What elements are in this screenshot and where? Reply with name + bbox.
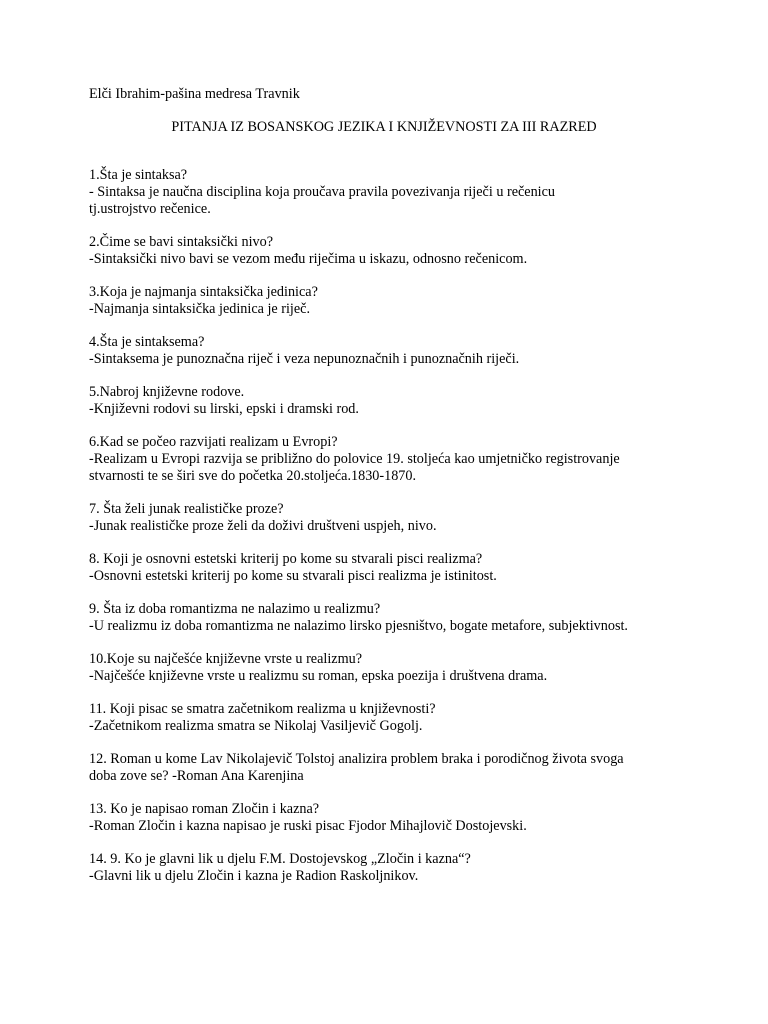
answer-text: -Realizam u Evropi razvija se približno do polovice 19. stoljeća kao umjetničko registrovanje (89, 451, 620, 467)
qa-item-1 (89, 167, 689, 218)
question-text: 12. Roman u kome Lav Nikolajevič Tolstoj analizira problem braka i porodičnog života svoga (89, 751, 624, 767)
answer-text: -Začetnikom realizma smatra se Nikolaj Vasiljevič Gogolj. (89, 718, 423, 734)
question-text: 11. Koji pisac se smatra začetnikom realizma u književnosti? (89, 701, 436, 717)
qa-item-6 (89, 434, 689, 485)
qa-item-10 (89, 651, 689, 685)
answer-text: -Sintaksema je punoznačna riječ i veza nepunoznačnih i punoznačnih riječi. (89, 351, 520, 367)
answer-text: -U realizmu iz doba romantizma ne nalazimo lirsko pjesništvo, bogate metafore, subjektivnost. (89, 618, 628, 634)
qa-item-13 (89, 801, 689, 835)
qa-item-3 (89, 284, 689, 318)
question-text: 14. 9. Ko je glavni lik u djelu F.M. Dostojevskog „Zločin i kazna“? (89, 851, 471, 867)
qa-item-5 (89, 384, 689, 418)
answer-text: -Sintaksički nivo bavi se vezom među riječima u iskazu, odnosno rečenicom. (89, 251, 528, 267)
question-text: 2.Čime se bavi sintaksički nivo? (89, 234, 274, 250)
question-text: 13. Ko je napisao roman Zločin i kazna? (89, 801, 320, 817)
question-text: 3.Koja je najmanja sintaksička jedinica? (89, 284, 318, 300)
qa-item-8 (89, 551, 689, 585)
answer-text: tj.ustrojstvo rečenice. (89, 201, 211, 217)
qa-item-9 (89, 601, 689, 635)
answer-text: - Sintaksa je naučna disciplina koja proučava pravila povezivanja riječi u rečenicu (89, 184, 556, 200)
answer-text: -Roman Zločin i kazna napisao je ruski pisac Fjodor Mihajlovič Dostojevski. (89, 818, 527, 834)
question-text: 10.Koje su najčešće književne vrste u realizmu? (89, 651, 362, 667)
question-text: 8. Koji je osnovni estetski kriterij po kome su stvarali pisci realizma? (89, 551, 483, 567)
qa-item-7 (89, 501, 689, 535)
answer-text: stvarnosti te se širi sve do početka 20.stoljeća.1830-1870. (89, 468, 417, 484)
answer-text: doba zove se? -Roman Ana Karenjina (89, 768, 304, 784)
question-text: 4.Šta je sintaksema? (89, 334, 205, 350)
answer-text: -Junak realističke proze želi da doživi društveni uspjeh, nivo. (89, 518, 437, 534)
question-text: 7. Šta želi junak realističke proze? (89, 501, 284, 517)
qa-item-14 (89, 851, 689, 885)
qa-item-12 (89, 751, 689, 785)
qa-item-2 (89, 234, 689, 268)
question-text: 1.Šta je sintaksa? (89, 167, 188, 183)
answer-text: -Osnovni estetski kriterij po kome su stvarali pisci realizma je istinitost. (89, 568, 497, 584)
answer-text: -Najmanja sintaksička jedinica je riječ. (89, 301, 310, 317)
answer-text: -Književni rodovi su lirski, epski i dramski rod. (89, 401, 359, 417)
question-text: 6.Kad se počeo razvijati realizam u Evropi? (89, 434, 338, 450)
document-title: PITANJA IZ BOSANSKOG JEZIKA I KNJIŽEVNOSTI ZA III RAZRED (171, 119, 597, 135)
school-name: Elči Ibrahim-pašina medresa Travnik (89, 86, 300, 102)
question-text: 5.Nabroj književne rodove. (89, 384, 245, 400)
question-list (89, 167, 689, 901)
answer-text: -Glavni lik u djelu Zločin i kazna je Radion Raskoljnikov. (89, 868, 419, 884)
answer-text: -Najčešće književne vrste u realizmu su roman, epska poezija i društvena drama. (89, 668, 548, 684)
qa-item-11 (89, 701, 689, 735)
question-text: 9. Šta iz doba romantizma ne nalazimo u realizmu? (89, 601, 381, 617)
qa-item-4 (89, 334, 689, 368)
